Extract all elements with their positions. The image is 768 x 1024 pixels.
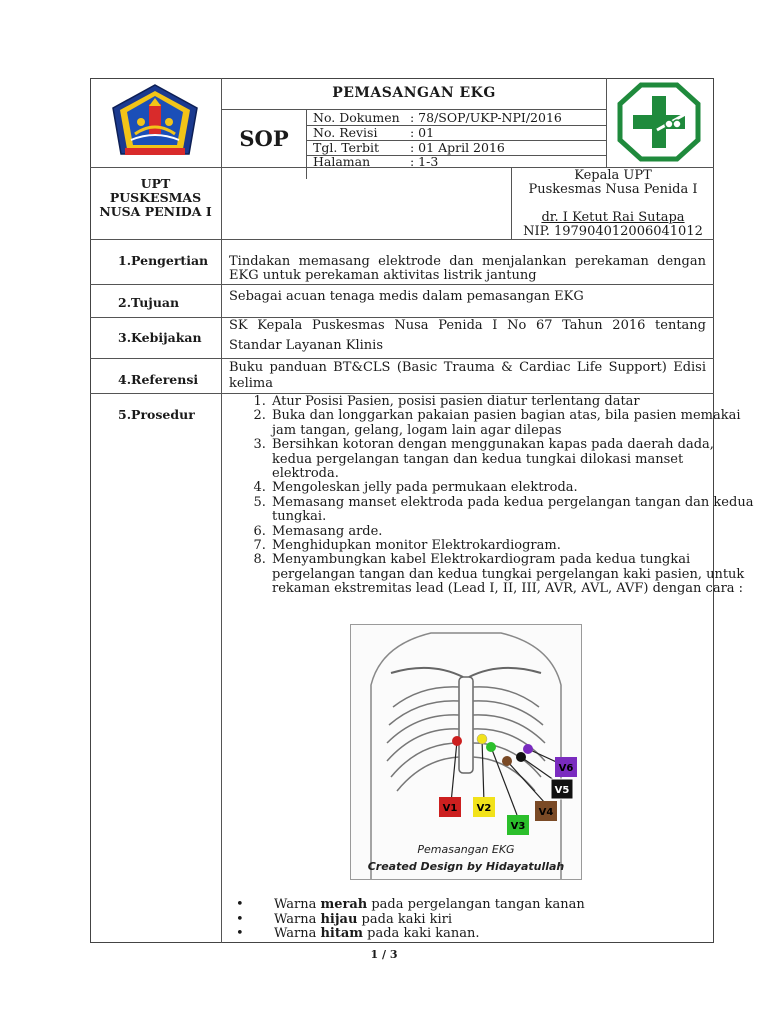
electrode-v1: [452, 736, 462, 746]
lead-color-list: [226, 898, 720, 942]
lead-label-v1: V1: [442, 803, 458, 814]
procedure-step: 6. Memasang arde.: [270, 525, 754, 539]
section-label-prosedur: 5.Prosedur: [118, 407, 195, 422]
col-divider-left: [221, 78, 222, 943]
puskesmas-cross-logo-icon: [617, 82, 701, 162]
color-pre: Warna: [274, 897, 321, 912]
doc-number-value: : 78/SOP/UKP-NPI/2016: [410, 110, 562, 125]
pengertian-line-2: EKG untuk perekaman aktivitas listrik jantung: [229, 268, 537, 283]
electrode-v5: [516, 752, 526, 762]
kebijakan-line-2: Standar Layanan Klinis: [229, 338, 384, 353]
document-title: PEMASANGAN EKG: [332, 85, 496, 101]
row-divider-pengertian: [90, 239, 714, 240]
procedure-steps: [226, 395, 754, 597]
section-label-pengertian: 1.Pengertian: [118, 253, 209, 268]
lead-label-v3: V3: [510, 821, 526, 832]
procedure-step: 8. Menyambungkan kabel Elektrokardiogram pada kedua tungkai pergelangan tangan dan kedua tungkai pergelangan kaki pasien, untuk rekaman ekstremitas lead (Lead I, II, III, AVR, AVL, AVF) dengan cara :: [270, 553, 754, 596]
color-name: hijau: [320, 911, 358, 927]
signatory-name: dr. I Ketut Rai Sutapa: [541, 210, 685, 225]
org-line-2: PUSKESMAS: [109, 190, 202, 205]
lead-label-v5: V5: [554, 785, 570, 796]
procedure-step: 2. Buka dan longgarkan pakaian pasien bagian atas, bila pasien memakai jam tangan, gelang, logam lain agar dilepas: [270, 409, 754, 438]
bullet-icon: •: [236, 926, 244, 941]
row-divider-referensi: [90, 358, 714, 359]
signatory-org: Puskesmas Nusa Penida I: [528, 182, 698, 197]
issue-date-key: Tgl. Terbit: [313, 140, 380, 155]
electrode-v4: [502, 756, 512, 766]
org-line-1: UPT: [140, 176, 171, 191]
color-name: hitam: [320, 926, 364, 941]
pengertian-line-1: Tindakan memasang elektrode dan menjalankan perekaman dengan: [229, 254, 706, 269]
procedure-step: 4. Mengoleskan jelly pada permukaan elektroda.: [270, 481, 754, 495]
tujuan-text: Sebagai acuan tenaga medis dalam pemasangan EKG: [229, 289, 584, 304]
org-line-3: NUSA PENIDA I: [99, 204, 212, 219]
electrode-v2: [477, 734, 487, 744]
list-item: [236, 927, 720, 942]
procedure-step: 5. Memasang manset elektroda pada kedua pergelangan tangan dan kedua tungkai.: [270, 496, 754, 525]
kebijakan-line-1: SK Kepala Puskesmas Nusa Penida I No 67 Tahun 2016 tentang: [229, 318, 706, 333]
page-number: 1 / 3: [370, 948, 398, 961]
section-label-kebijakan: 3.Kebijakan: [118, 330, 202, 345]
electrode-v3: [486, 742, 496, 752]
color-post: pada pergelangan tangan kanan: [367, 897, 585, 912]
list-item: [236, 913, 720, 928]
regional-emblem-icon: [105, 82, 205, 162]
col-divider-logo: [606, 78, 607, 167]
doc-number-key: No. Dokumen: [313, 110, 400, 125]
color-post: pada kaki kanan.: [363, 926, 480, 941]
list-item: [236, 898, 720, 913]
section-label-tujuan: 2.Tujuan: [118, 295, 180, 310]
procedure-step: 3. Bersihkan kotoran dengan menggunakan kapas pada daerah dada, kedua pergelangan tangan dan kedua tungkai dilokasi manset elektroda.: [270, 438, 754, 481]
color-post: pada kaki kiri: [357, 911, 453, 927]
bullet-icon: •: [236, 897, 244, 912]
color-pre: Warna: [274, 911, 321, 927]
referensi-line-1: Buku panduan BT&CLS (Basic Trauma & Cardiac Life Support) Edisi: [229, 360, 706, 375]
electrode-v6: [523, 744, 533, 754]
figure-caption-credit: Created Design by Hidayatullah: [367, 860, 565, 873]
ekg-placement-figure: [350, 624, 582, 880]
procedure-step: 1. Atur Posisi Pasien, posisi pasien diatur terlentang datar: [270, 395, 754, 409]
color-pre: Warna: [274, 926, 321, 941]
chest-illustration-icon: [351, 625, 581, 879]
revision-key: No. Revisi: [313, 125, 378, 140]
lead-label-v4: V4: [538, 807, 554, 818]
lead-label-v6: V6: [558, 763, 574, 774]
row-divider-tujuan: [90, 284, 714, 285]
col-divider-sop: [306, 109, 307, 179]
figure-caption-title: Pemasangan EKG: [417, 843, 515, 856]
issue-date-value: : 01 April 2016: [410, 140, 505, 155]
signatory-role: Kepala UPT: [574, 168, 652, 183]
lead-label-v2: V2: [476, 803, 492, 814]
color-name: merah: [320, 897, 368, 912]
procedure-step: 7. Menghidupkan monitor Elektrokardiogram.: [270, 539, 754, 553]
referensi-line-2: kelima: [229, 376, 273, 391]
section-label-referensi: 4.Referensi: [118, 372, 199, 387]
page-range-key: Halaman: [313, 154, 371, 169]
revision-value: : 01: [410, 125, 435, 140]
signatory-nip: NIP. 197904012006041012: [523, 224, 703, 239]
page-range-value: : 1-3: [410, 154, 439, 169]
sop-label: SOP: [239, 126, 289, 151]
bullet-icon: •: [236, 911, 244, 927]
